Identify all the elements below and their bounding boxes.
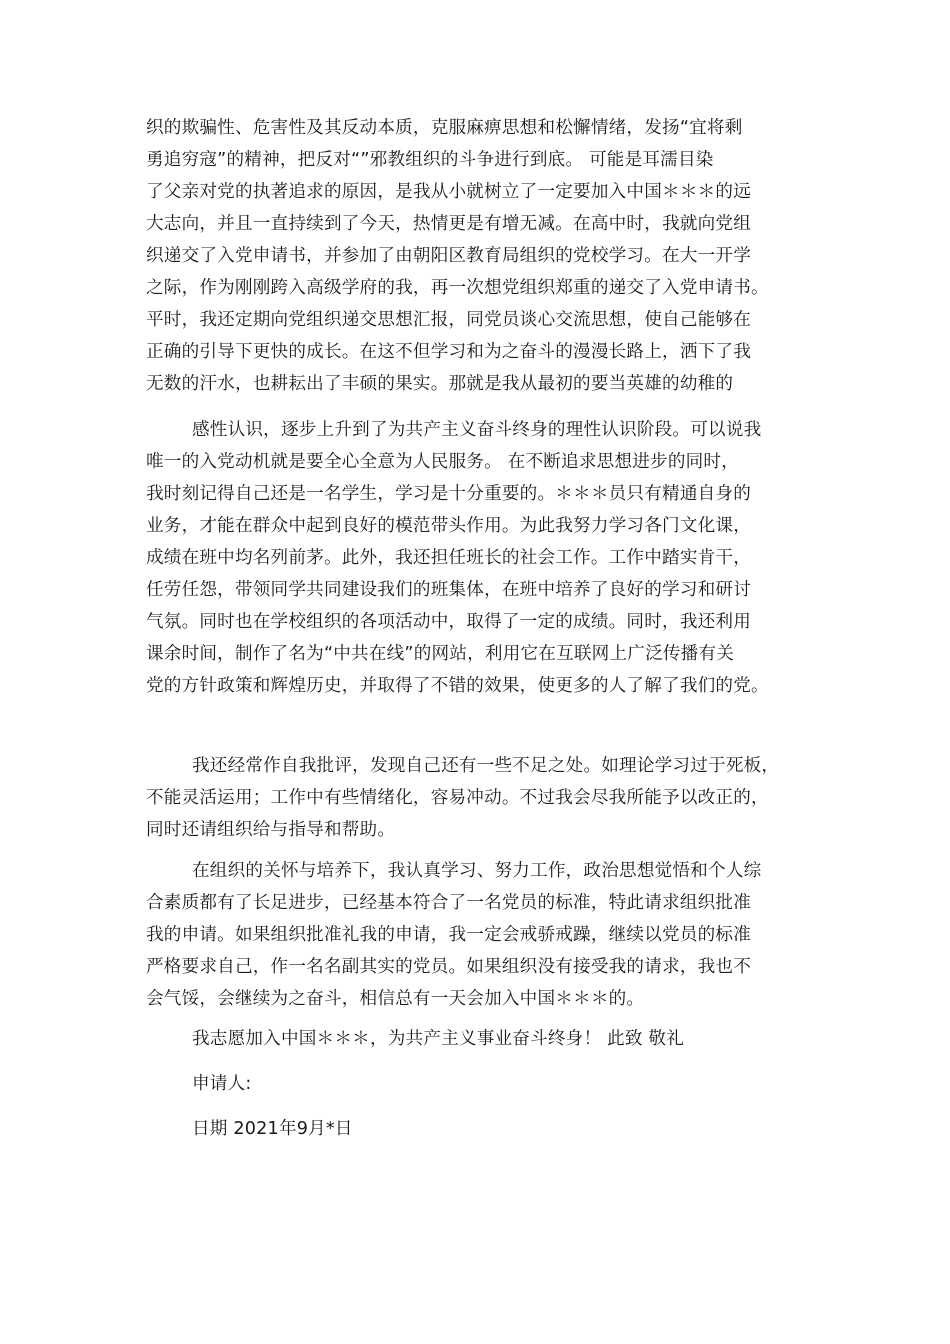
closing-pledge: 我志愿加入中国＊＊＊，为共产主义事业奋斗终身！ 此致 敬礼 [192,1029,685,1049]
paragraph-first-line: 在组织的关怀与培养下，我认真学习、努力工作，政治思想觉悟和个人综 [192,861,762,881]
text-line: 会气馁，会继续为之奋斗，相信总有一天会加入中国＊＊＊的。 [146,989,645,1009]
text-line: 党的方针政策和辉煌历史，并取得了不错的效果，使更多的人了解了我们的党。 [146,676,769,696]
text-line: 大志向，并且一直持续到了今天，热情更是有增无减。在高中时，我就向党组 [146,214,751,234]
text-line: 了父亲对党的执著追求的原因，是我从小就树立了一定要加入中国＊＊＊的远 [146,182,751,202]
text-line: 正确的引导下更快的成长。在这不但学习和为之奋斗的漫漫长路上，洒下了我 [146,342,751,362]
date-line: 日期 2021年9月*日 [192,1119,353,1139]
text-line: 成绩在班中均名列前茅。此外，我还担任班长的社会工作。工作中踏实肯干， [146,548,751,568]
text-line: 不能灵活运用；工作中有些情绪化，容易冲动。不过我会尽我所能予以改正的， [146,788,769,808]
applicant-label: 申请人: [192,1074,252,1094]
text-line: 合素质都有了长足进步，已经基本符合了一名党员的标准，特此请求组织批准 [146,893,751,913]
text-line: 织的欺骗性、危害性及其反动本质，克服麻痹思想和松懈情绪，发扬“宜将剩 [146,118,743,138]
text-line: 严格要求自己，作一名名副其实的党员。如果组织没有接受我的请求，我也不 [146,957,751,977]
paragraph-first-line: 我还经常作自我批评，发现自己还有一些不足之处。如理论学习过于死板， [192,756,780,776]
text-line: 之际，作为刚刚跨入高级学府的我，再一次想党组织郑重的递交了入党申请书。 [146,278,769,298]
paragraph-first-line: 感性认识，逐步上升到了为共产主义奋斗终身的理性认识阶段。可以说我 [192,420,762,440]
text-line: 业务，才能在群众中起到良好的模范带头作用。为此我努力学习各门文化课， [146,516,751,536]
text-line: 任劳任怨，带领同学共同建设我们的班集体，在班中培养了良好的学习和研讨 [146,580,751,600]
text-line: 唯一的入党动机就是要全心全意为人民服务。 在不断追求思想进步的同时， [146,452,739,472]
text-line: 气氛。同时也在学校组织的各项活动中，取得了一定的成绩。同时，我还利用 [146,612,751,632]
text-line: 我时刻记得自己还是一名学生，学习是十分重要的。＊＊＊员只有精通自身的 [146,484,751,504]
text-line: 同时还请组织给与指导和帮助。 [146,820,396,840]
text-line: 织递交了入党申请书，并参加了由朝阳区教育局组织的党校学习。在大一开学 [146,246,751,266]
text-line: 平时，我还定期向党组织递交思想汇报，同党员谈心交流思想，使自己能够在 [146,310,751,330]
text-line: 我的申请。如果组织批准礼我的申请，我一定会戒骄戒躁，继续以党员的标准 [146,925,751,945]
text-line: 勇追穷寇”的精神，把反对“”邪教组织的斗争进行到底。 可能是耳濡目染 [146,150,714,170]
text-line: 课余时间，制作了名为“中共在线”的网站，利用它在互联网上广泛传播有关 [146,644,735,664]
text-line: 无数的汗水，也耕耘出了丰硕的果实。那就是我从最初的要当英雄的幼稚的 [146,374,734,394]
